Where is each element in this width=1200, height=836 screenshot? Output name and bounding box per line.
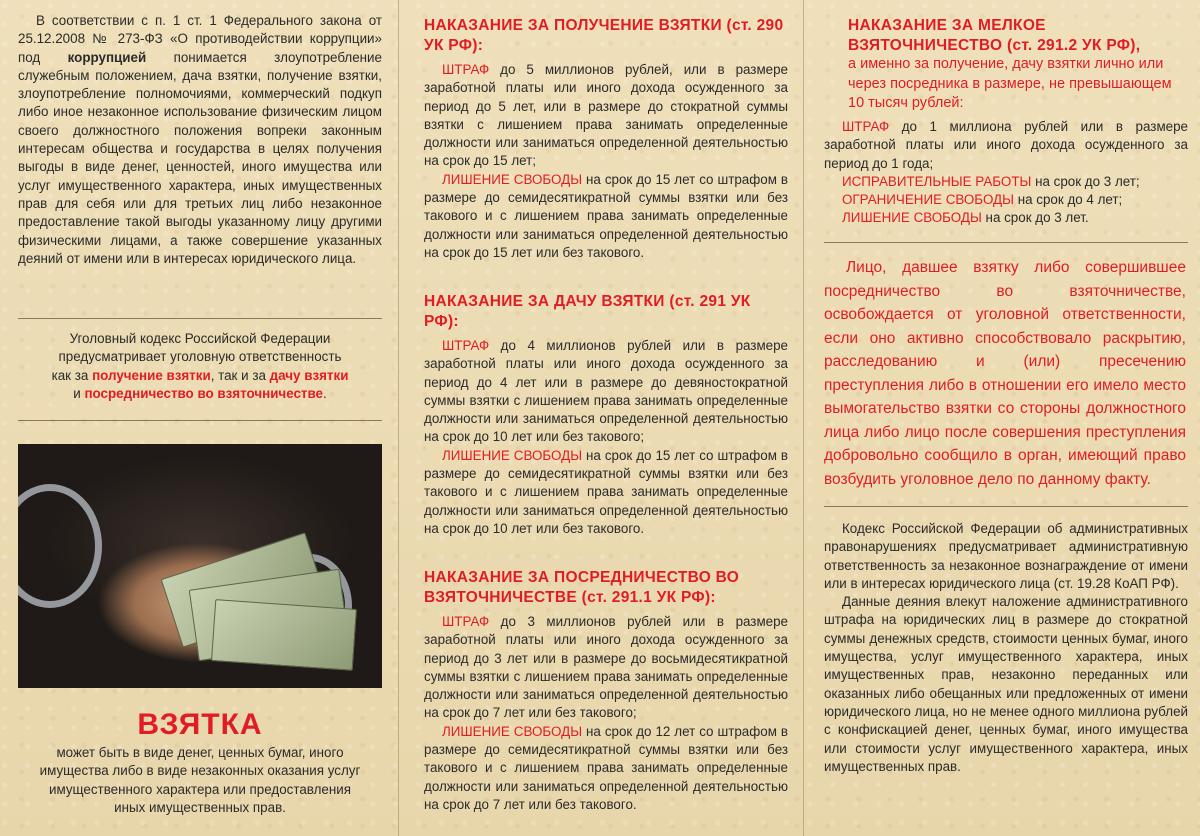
prison-line: ЛИШЕНИЕ СВОБОДЫ на срок до 3 лет. [842, 210, 1089, 226]
highlight-mediation: посредничество во взяточничестве [84, 385, 323, 401]
divider [18, 318, 382, 319]
divider [824, 506, 1188, 507]
section-heading: НАКАЗАНИЕ ЗА ПОЛУЧЕНИЕ ВЗЯТКИ (ст. 290 УК РФ): [424, 17, 784, 54]
fine-paragraph: ШТРАФ до 5 миллионов рублей, или в размере заработной платы или иного дохода осужденного за период до 5 лет, или в размере до стократной суммы взятки с лишением права занимать определенные должности или заниматься определенной деятельностью на срок до 15 лет; [424, 62, 788, 169]
fine-paragraph: ШТРАФ до 4 миллионов рублей или в размере заработной платы или иного дохода осужденного за период до 4 лет или в размере до девяностократной суммы взятки с лишением права занимать определенные должности или заниматься определенной деятельностью на срок до 10 лет или без такового; [424, 338, 788, 445]
criminal-code-note: Уголовный кодекс Российской Федерации предусматривает уголовную ответственность как за получение взятки, так и за дачу взятки и посредничество во взяточничестве. [51, 331, 349, 401]
column-middle [418, 0, 788, 836]
section-heading: НАКАЗАНИЕ ЗА ДАЧУ ВЗЯТКИ (ст. 291 УК РФ): [424, 293, 751, 330]
prison-paragraph: ЛИШЕНИЕ СВОБОДЫ на срок до 12 лет со штрафом в размере до семидесятикратной суммы взятки или без такового и с лишением права занимать определенные должности или заниматься определенной деятельностью на срок до 7 лет или без такового. [424, 723, 788, 812]
fine-paragraph: ШТРАФ до 3 миллионов рублей или в размере заработной платы или иного дохода осужденного за период до 3 лет или в размере до восьмидесятикратной суммы взятки с лишением права занимать определенные должности или заниматься определенной деятельностью на срок до 7 лет или без такового; [424, 614, 788, 721]
prison-paragraph: ЛИШЕНИЕ СВОБОДЫ на срок до 15 лет со штрафом в размере до семидесятикратной суммы взятки или без такового и с лишением права занимать определенные должности или заниматься определенной деятельностью на срок до 15 лет или без такового. [424, 171, 788, 260]
section-petty-bribery [848, 16, 1190, 114]
petty-bribery-penalties [824, 118, 1188, 228]
corruption-term: коррупцией [67, 49, 147, 65]
column-left [14, 0, 386, 836]
handcuff-icon [18, 484, 102, 608]
correctional-work-line: ИСПРАВИТЕЛЬНЫЕ РАБОТЫ на срок до 3 лет; [842, 173, 1140, 189]
section-heading: НАКАЗАНИЕ ЗА ПОСРЕДНИЧЕСТВО ВО ВЗЯТОЧНИЧЕСТВЕ (ст. 291.1 УК РФ): [424, 569, 740, 606]
highlight-receive: получение взятки [92, 367, 211, 383]
exemption-callout: Лицо, давшее взятку либо совершившее посредничество во взяточничестве, освобождается от уголовной ответственности, если оно активно способствовало раскрытию, расследованию и (или) пресечению преступления либо в отношении его имело место вымогательство взятки со стороны должностного лица либо лицо после совершения преступления добровольно сообщило в орган, имеющий право возбудить уголовное дело по данному факту. [824, 259, 1186, 488]
admin-paragraph: Данные деяния влекут наложение административного штрафа на юридических лиц в размере до стократной суммы денежных средств, стоимости ценных бумаг, иного имущества, услуг имущественного характера, иных имущественных прав, незаконно переданных или оказанных либо обещанных или предложенных от имени юридического лица, но не менее одного миллиона рублей с конфискацией денег, ценных бумаг, иного имущества или стоимости услуг имущественного характера, иных имущественных прав. [824, 594, 1188, 774]
section-heading: НАКАЗАНИЕ ЗА МЕЛКОЕ ВЗЯТОЧНИЧЕСТВО (ст. 291.2 УК РФ), [848, 17, 1141, 54]
divider [18, 420, 382, 421]
prison-paragraph: ЛИШЕНИЕ СВОБОДЫ на срок до 15 лет со штрафом в размере до семидесятикратной суммы взятки или без такового и с лишением права занимать определенные должности или заниматься определенной деятельностью на срок до 10 лет или без такового. [424, 447, 788, 536]
divider [824, 242, 1188, 243]
column-divider [398, 0, 399, 836]
highlight-give: дачу взятки [269, 367, 349, 383]
corruption-definition: В соответствии с п. 1 ст. 1 Федерального закона от 25.12.2008 № 273-ФЗ «О противодействии коррупции» под коррупцией понимается злоупотребление служебным положением, дача взятки, получение взятки, злоупотребление полномочиями, коммерческий подкуп либо иное незаконное использование физическим лицом своего должностного положения вопреки законным интересам общества и государства в целях получения выгоды в виде денег, ценностей, иного имущества или услуг имущественного характера, иных имущественных прав для себя или для третьих лиц либо незаконное предоставление такой выгоды указанному лицу другими физическими лицами, а также совершение указанных деяний от имени или в интересах юридического лица. [18, 13, 382, 266]
section-mediation [424, 568, 788, 814]
fine-paragraph: ШТРАФ до 1 миллиона рублей или в размере заработной платы или иного дохода осужденного за период до 1 года; [824, 119, 1188, 171]
column-right [820, 0, 1188, 836]
handcuffed-hands-money-photo [18, 444, 382, 688]
section-receiving-bribe [424, 16, 788, 262]
banknote-icon [211, 599, 357, 671]
section-giving-bribe [424, 292, 788, 538]
bribe-title: ВЗЯТКА [137, 708, 263, 741]
column-divider [803, 0, 804, 836]
bribe-description: может быть в виде денег, ценных бумаг, иного имущества либо в виде незаконных оказания услуг имущественного характера или предоставления иных имущественных прав. [39, 745, 361, 815]
section-subheading: а именно за получение, дачу взятки лично или через посредника в размере, не превышающем 10 тысяч рублей: [848, 56, 1172, 111]
restriction-line: ОГРАНИЧЕНИЕ СВОБОДЫ на срок до 4 лет; [842, 192, 1123, 208]
admin-paragraph: Кодекс Российской Федерации об административных правонарушениях предусматривает административную ответственность за незаконное вознаграждение от имени или в интересах юридического лица (ст. 19.28 КоАП РФ). [824, 521, 1188, 591]
administrative-liability [824, 520, 1188, 776]
